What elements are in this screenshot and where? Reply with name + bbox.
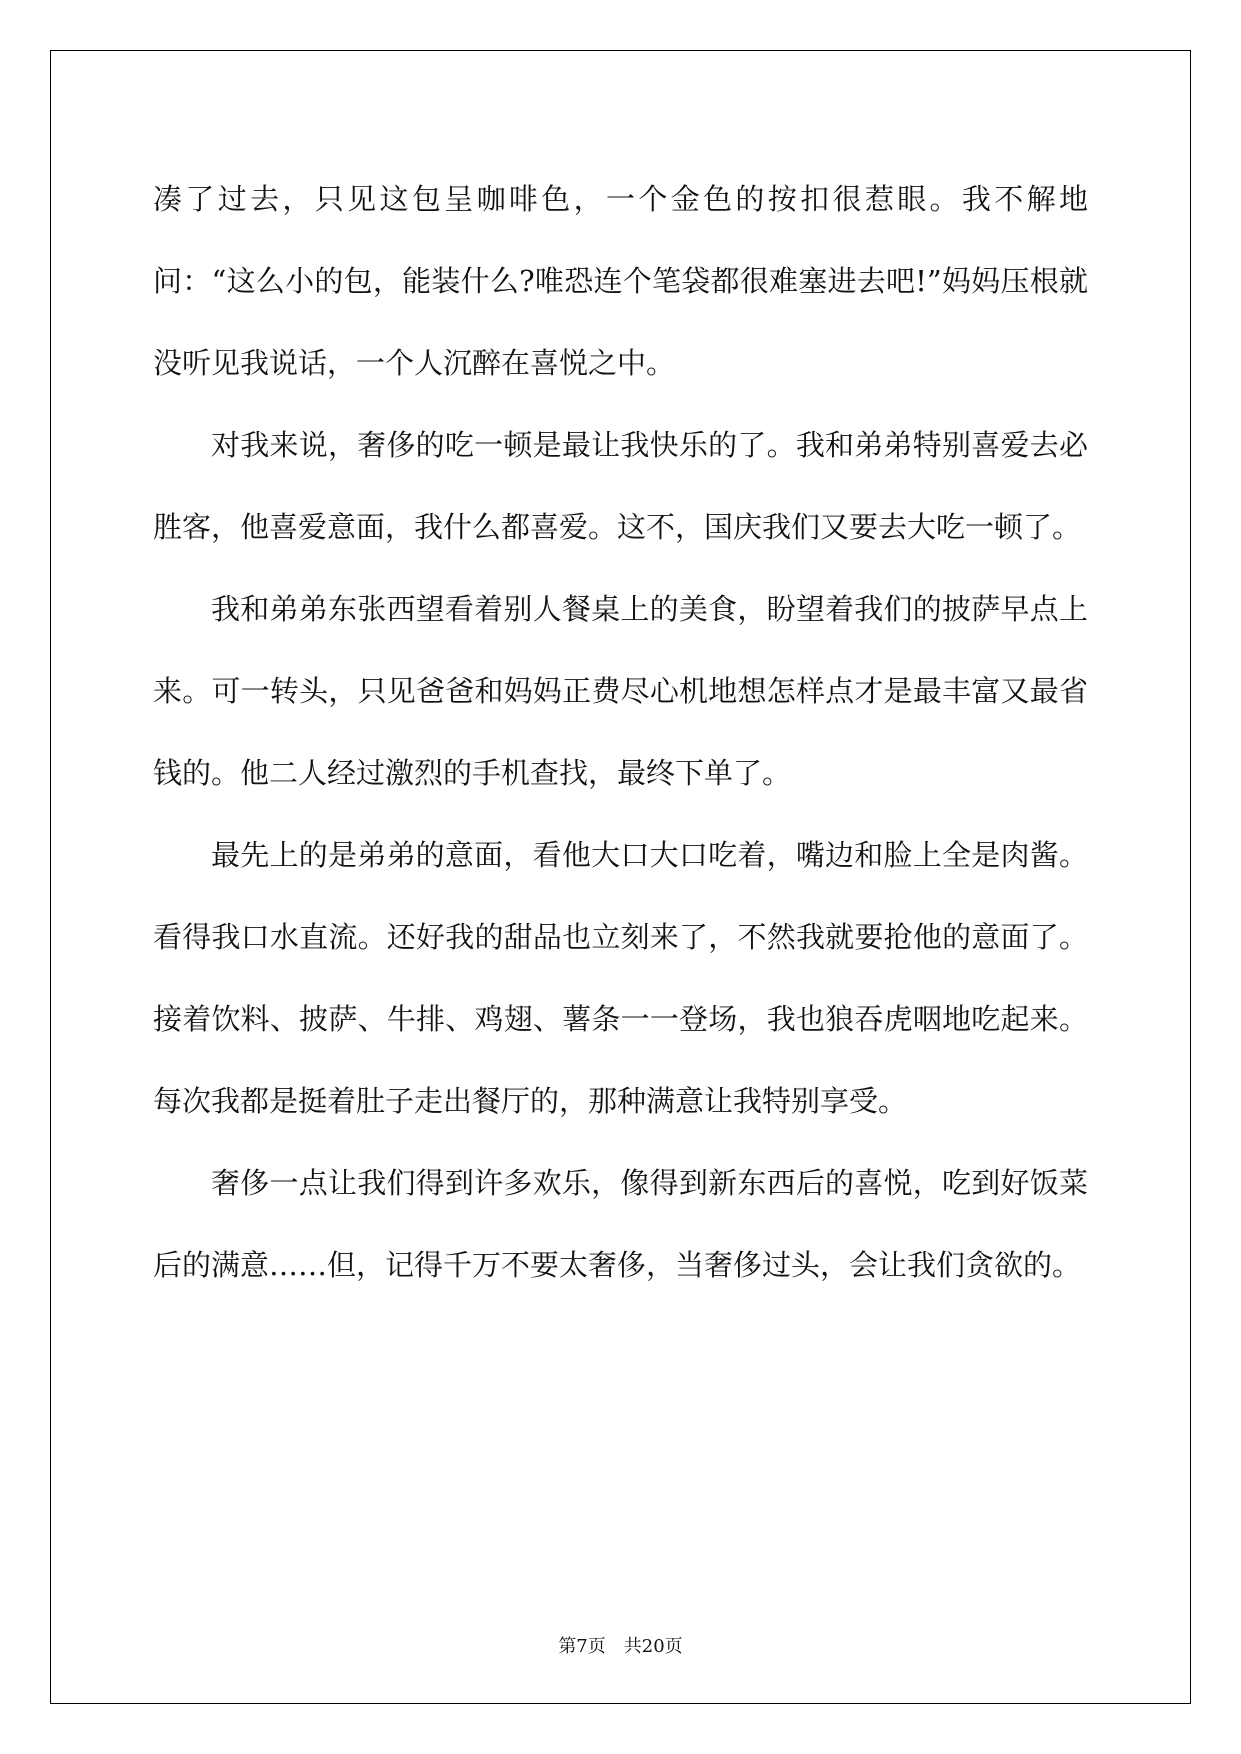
paragraph-1: 凑了过去，只见这包呈咖啡色，一个金色的按扣很惹眼。我不解地问：“这么小的包，能装什么?唯恐连个笔袋都很难塞进去吧!”妈妈压根就没听见我说话，一个人沉醉在喜悦之中。 bbox=[153, 182, 1088, 380]
paragraph-2: 对我来说，奢侈的吃一顿是最让我快乐的了。我和弟弟特别喜爱去必胜客，他喜爱意面，我什么都喜爱。这不，国庆我们又要去大吃一顿了。 bbox=[153, 428, 1088, 544]
page-number-footer: 第7页 共20页 bbox=[558, 1636, 683, 1657]
paragraph-5: 奢侈一点让我们得到许多欢乐，像得到新东西后的喜悦，吃到好饭菜后的满意……但，记得千万不要太奢侈，当奢侈过头，会让我们贪欲的。 bbox=[153, 1166, 1088, 1282]
document-body bbox=[153, 158, 1088, 1306]
paragraph-4: 最先上的是弟弟的意面，看他大口大口吃着，嘴边和脸上全是肉酱。看得我口水直流。还好我的甜品也立刻来了，不然我就要抢他的意面了。接着饮料、披萨、牛排、鸡翅、薯条一一登场，我也狼吞虎咽地吃起来。每次我都是挺着肚子走出餐厅的，那种满意让我特别享受。 bbox=[153, 838, 1088, 1118]
paragraph-3: 我和弟弟东张西望看着别人餐桌上的美食，盼望着我们的披萨早点上来。可一转头，只见爸爸和妈妈正费尽心机地想怎样点才是最丰富又最省钱的。他二人经过激烈的手机查找，最终下单了。 bbox=[153, 592, 1088, 790]
